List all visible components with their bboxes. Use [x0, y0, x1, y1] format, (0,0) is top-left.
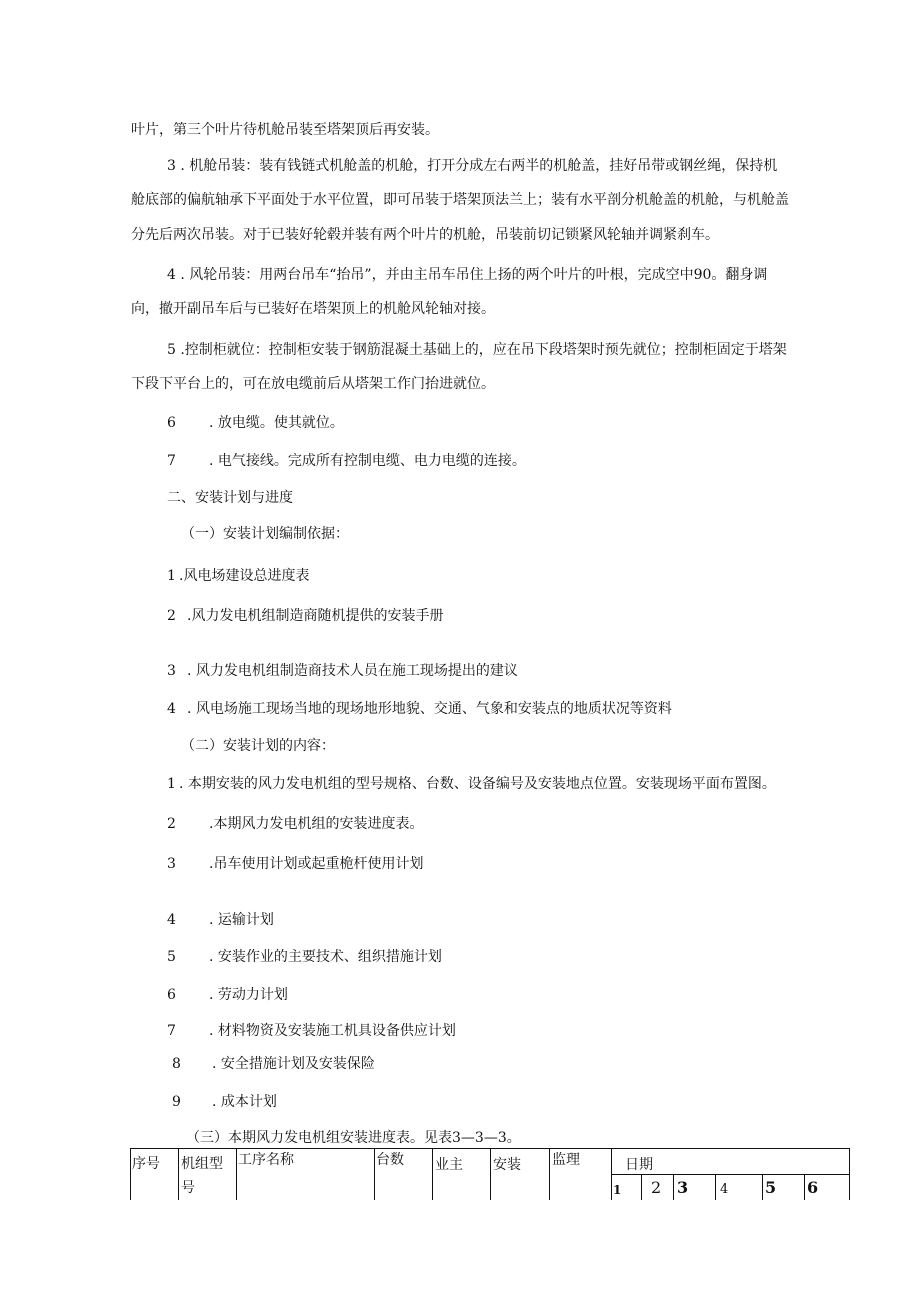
item-number: 8	[172, 1056, 181, 1072]
paragraph-text: 分先后两次吊装。对于已装好轮毂并装有两个叶片的机舱，吊装前切记锁紧风轮轴并调紧刹车。	[131, 227, 719, 243]
list-item	[167, 774, 776, 794]
table-border	[762, 1174, 763, 1200]
table-border	[804, 1174, 805, 1200]
list-item	[172, 1092, 277, 1112]
table-border	[611, 1148, 612, 1200]
list-item	[167, 661, 518, 681]
header-install: 安装	[493, 1157, 521, 1173]
item-number: 6	[167, 415, 176, 431]
item-text: . 安全措施计划及安装保险	[212, 1056, 375, 1072]
item-text: .吊车使用计划或起重桅杆使用计划	[209, 856, 424, 872]
item-number: 5	[167, 949, 176, 965]
item-text: . 放电缆。使其就位。	[209, 415, 344, 431]
item-text: . 材料物资及安装施工机具设备供应计划	[209, 1023, 456, 1039]
item-number: 3	[167, 856, 176, 872]
item-text: . 成本计划	[212, 1094, 277, 1110]
header-model: 机组型	[181, 1156, 223, 1172]
table-border	[715, 1174, 716, 1200]
item-number: 1	[167, 568, 176, 584]
item-text: . 本期安装的风力发电机组的型号规格、台数、设备编号及安装地点位置。安装现场平面布置图。	[179, 776, 776, 792]
item-text: .风电场建设总进度表	[179, 568, 310, 584]
item-number: 3	[167, 663, 176, 679]
header-date: 日期	[625, 1157, 653, 1173]
header-count: 台数	[376, 1152, 404, 1168]
list-item	[167, 451, 526, 471]
item-number: 2	[167, 608, 176, 624]
day-3: 3	[677, 1178, 689, 1197]
table-border	[673, 1174, 674, 1200]
item-number: 9	[172, 1094, 181, 1110]
table-border	[130, 1148, 131, 1200]
paragraph-text: 3 . 机舱吊装：装有钱链式机舱盖的机舱，打开分成左右两半的机舱盖，挂好吊带或钢丝绳，保持机	[167, 158, 778, 174]
table-border	[236, 1148, 237, 1200]
item-text: . 劳动力计划	[209, 987, 288, 1003]
header-supervise: 监理	[552, 1152, 580, 1168]
list-item	[167, 814, 423, 834]
item-number: 2	[167, 816, 176, 832]
paragraph-text: 向，撤开副吊车后与已装好在塔架顶上的机舱风轮轴对接。	[131, 301, 495, 317]
day-1: 1	[613, 1183, 622, 1197]
list-item	[167, 566, 309, 586]
header-owner: 业主	[435, 1157, 463, 1173]
item-number: 4	[167, 701, 176, 717]
paragraph-text: 4 . 风轮吊装：用两台吊车“抬吊”，并由主吊车吊住上扬的两个叶片的叶根，完成空中90。翻身调	[167, 267, 768, 283]
list-item	[167, 699, 672, 719]
item-number: 4	[167, 912, 176, 928]
list-item	[167, 910, 274, 930]
item-text: . 运输计划	[209, 912, 274, 928]
day-5: 5	[765, 1178, 777, 1197]
item-text: .本期风力发电机组的安装进度表。	[209, 816, 424, 832]
item-text: .风力发电机组制造商随机提供的安装手册	[187, 608, 444, 624]
table-border	[641, 1174, 642, 1200]
paragraph-text: 下段下平台上的，可在放电缆前后从塔架工作门抬进就位。	[131, 376, 495, 392]
table-border	[490, 1148, 491, 1200]
day-6: 6	[807, 1178, 819, 1197]
table-border	[432, 1148, 433, 1200]
item-number: 1	[167, 776, 176, 792]
list-item	[167, 985, 288, 1005]
item-text: . 安装作业的主要技术、组织措施计划	[209, 949, 442, 965]
item-number: 7	[167, 1023, 176, 1039]
list-item	[167, 606, 443, 626]
day-4: 4	[720, 1182, 729, 1197]
item-text: . 电气接线。完成所有控制电缆、电力电缆的连接。	[209, 453, 526, 469]
item-text: . 风力发电机组制造商技术人员在施工现场提出的建议	[187, 663, 518, 679]
paragraph-text: 5 .控制柜就位：控制柜安装于钢筋混凝土基础上的，应在吊下段塔架时预先就位；控制柜固定于塔架	[167, 342, 787, 358]
header-process: 工序名称	[238, 1152, 294, 1168]
table-border	[178, 1148, 179, 1200]
paragraph-text: 舱底部的偏航轴承下平面处于水平位置，即可吊装于塔架顶法兰上；装有水平剖分机舱盖的机舱，与机舱盖	[131, 192, 789, 208]
item-text: . 风电场施工现场当地的现场地形地貌、交通、气象和安装点的地质状况等资料	[187, 701, 672, 717]
table-border	[849, 1148, 850, 1200]
subsection-heading: （二）安装计划的内容：	[181, 738, 335, 754]
day-2: 2	[651, 1178, 662, 1197]
table-border	[374, 1148, 375, 1200]
paragraph-text: 叶片，第三个叶片待机舱吊装至塔架顶后再安装。	[131, 122, 439, 138]
item-number: 7	[167, 453, 176, 469]
header-model-cont: 号	[181, 1180, 195, 1196]
list-item	[167, 947, 442, 967]
subsection-heading: （一）安装计划编制依据：	[181, 526, 349, 542]
list-item	[167, 413, 344, 433]
table-border	[549, 1148, 550, 1200]
list-item	[167, 1021, 456, 1041]
list-item	[167, 854, 423, 874]
header-seq: 序号	[132, 1156, 160, 1172]
section-heading: 二、安装计划与进度	[167, 490, 293, 506]
item-number: 6	[167, 987, 176, 1003]
subsection-heading: （三）本期风力发电机组安装进度表。见表3—3—3。	[186, 1130, 521, 1146]
list-item	[172, 1054, 375, 1074]
